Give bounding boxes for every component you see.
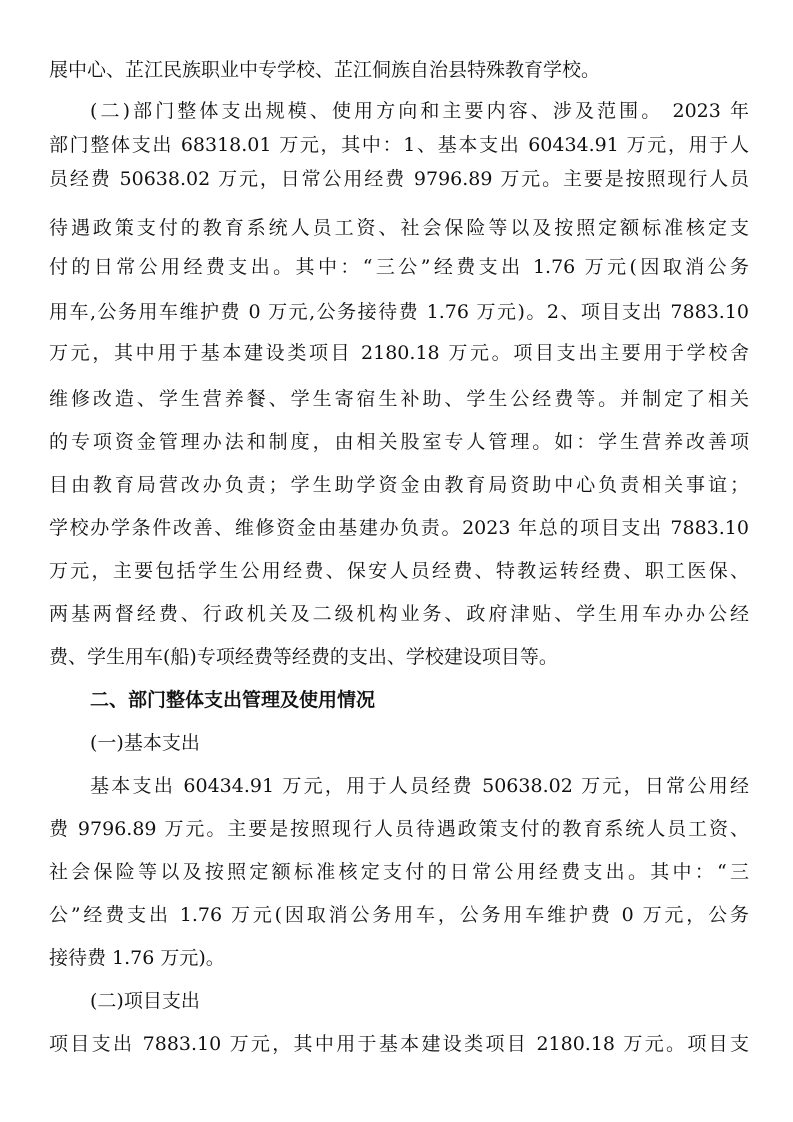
paragraph-line-17: 费 9796.89 万元。主要是按照现行人员待遇政策支付的教育系统人员工资、 [49,818,749,840]
paragraph-line-20: 接待费 1.76 万元)。 [49,947,225,969]
paragraph-line-7: 用车,公务用车维护费 0 万元,公务接待费 1.76 万元)。2、项目支出 7883.10 [49,301,749,323]
paragraph-line-19: 公”经费支出 1.76 万元(因取消公务用车，公务用车维护费 0 万元，公务 [49,904,749,926]
paragraph-line-4: 员经费 50638.02 万元，日常公用经费 9796.89 万元。主要是按照现行人员 [49,168,749,190]
paragraph-line-6: 付的日常公用经费支出。其中：“三公”经费支出 1.76 万元(因取消公务 [49,256,749,278]
paragraph-line-12: 学校办学条件改善、维修资金由基建办负责。2023 年总的项目支出 7883.10 [49,517,749,539]
paragraph-line-21: 项目支出 7883.10 万元，其中用于基本建设类项目 2180.18 万元。项目支 [49,1033,749,1055]
paragraph-line-16: 基本支出 60434.91 万元，用于人员经费 50638.02 万元，日常公用经 [90,775,749,797]
section-heading: 二、部门整体支出管理及使用情况 [90,689,376,711]
paragraph-line-2: (二)部门整体支出规模、使用方向和主要内容、涉及范围。 2023 年 [90,100,749,122]
paragraph-line-3: 部门整体支出 68318.01 万元，其中：1、基本支出 60434.91 万元，用于人 [49,134,749,156]
paragraph-line-14: 两基两督经费、行政机关及二级机构业务、政府津贴、学生用车办办公经 [49,603,749,625]
paragraph-line-1: 展中心、芷江民族职业中专学校、芷江侗族自治县特殊教育学校。 [49,59,601,81]
paragraph-line-15: 费、学生用车(船)专项经费等经费的支出、学校建设项目等。 [49,646,558,668]
paragraph-line-5: 待遇政策支付的教育系统人员工资、社会保险等以及按照定额标准核定支 [49,217,749,239]
paragraph-line-18: 社会保险等以及按照定额标准核定支付的日常公用经费支出。其中：“三 [49,861,749,883]
paragraph-line-9: 维修改造、学生营养餐、学生寄宿生补助、学生公经费等。并制定了相关 [49,388,749,410]
paragraph-line-13: 万元，主要包括学生公用经费、保安人员经费、特教运转经费、职工医保、 [49,560,749,582]
paragraph-line-8: 万元，其中用于基本建设类项目 2180.18 万元。项目支出主要用于学校舍 [49,342,749,364]
subsection-heading-project: (二)项目支出 [90,990,200,1012]
subsection-heading-basic: (一)基本支出 [90,732,200,754]
paragraph-line-11: 目由教育局营改办负责；学生助学资金由教育局资助中心负责相关事谊； [49,474,749,496]
paragraph-line-10: 的专项资金管理办法和制度，由相关股室专人管理。如：学生营养改善项 [49,431,749,453]
